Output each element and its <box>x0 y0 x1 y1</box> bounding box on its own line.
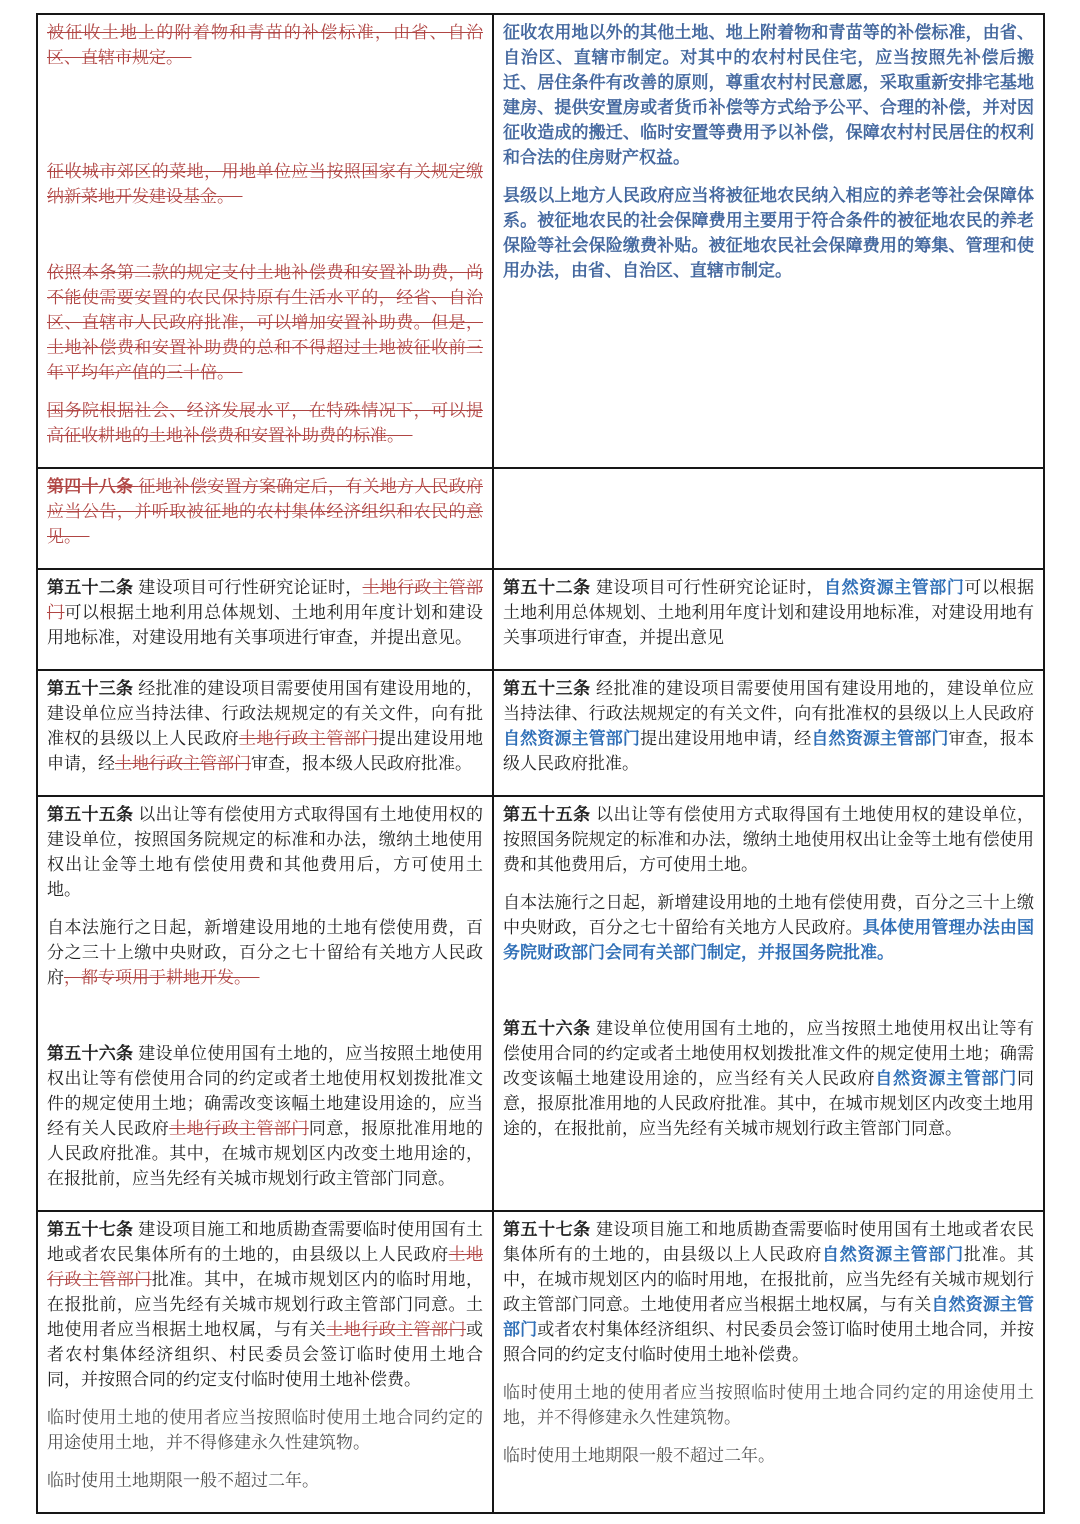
paragraph <box>503 20 1034 170</box>
paragraph <box>503 802 1034 877</box>
paragraph <box>47 20 483 70</box>
deleted-text: 土地行政主管部门 <box>47 1245 484 1289</box>
text-segment: 建设项目施工和地质勘查需要临时使用国有土地或者农民集体所有的土地的，由县级以上人民政府 <box>47 1220 483 1264</box>
paragraph <box>47 1003 483 1028</box>
deleted-text: 土地行政主管部门 <box>115 754 251 773</box>
deleted-text: 依照本条第二款的规定支付土地补偿费和安置补助费，尚不能使需要安置的农民保持原有生活水平的，经省、自治区、直辖市人民政府批准，可以增加安置补助费。但是，土地补偿费和安置补助费的总和不得超过土地被征收前三年平均年产值的三十倍。 <box>47 263 483 382</box>
added-term: 自然资源主管部门 <box>503 729 641 748</box>
paragraph <box>47 676 483 776</box>
text-segment: 自本法施行之日起，新增建设用地的土地有偿使用费，百分之三十上缴中央财政，百分之七十留给有关地方人民政府。 <box>503 893 1034 937</box>
paragraph <box>503 1217 1034 1367</box>
paragraph <box>47 83 483 108</box>
deleted-article-number: 第四十八条 <box>47 477 139 496</box>
paragraph <box>47 1405 483 1455</box>
added-term: 具体使用管理办法由国务院财政部门会同有关部门制定，并报国务院批准。 <box>503 918 1035 962</box>
article-number: 第五十六条 <box>503 1019 596 1038</box>
article-number: 第五十七条 <box>503 1220 596 1239</box>
old-law-cell <box>37 1211 493 1513</box>
text-segment: 建设项目可行性研究论证时， <box>138 578 363 597</box>
new-law-cell <box>493 14 1044 468</box>
text-segment: 审查，报本级人民政府批准。 <box>251 754 472 773</box>
paragraph <box>503 1443 1034 1468</box>
text-segment: 建设单位使用国有土地的，应当按照土地使用权出让等有偿使用合同的约定或者土地使用权划拨批准文件的规定使用土地；确需改变该幅土地建设用途的，应当经有关人民政府 <box>503 1019 1034 1088</box>
article-number: 第五十三条 <box>47 679 139 698</box>
article-number: 第五十五条 <box>47 805 139 824</box>
paragraph <box>503 575 1034 650</box>
law-comparison-table <box>36 13 1045 1514</box>
text-segment: 或者农村集体经济组织、村民委员会签订临时使用土地合同，并按照合同的约定支付临时使用土地补偿费。 <box>503 1320 1035 1364</box>
new-law-cell <box>493 1211 1044 1513</box>
paragraph <box>503 978 1034 1003</box>
article-number: 第五十三条 <box>503 679 596 698</box>
new-law-cell <box>493 670 1044 796</box>
text-segment: 或者农村集体经济组织、村民委员会签订临时使用土地合同，并按照合同的约定支付临时使用土地补偿费。 <box>47 1320 484 1389</box>
text-segment: 经批准的建设项目需要使用国有建设用地的，建设单位应当持法律、行政法规规定的有关文件，向有批准权的县级以上人民政府 <box>47 679 483 748</box>
paragraph <box>47 474 483 549</box>
old-law-cell <box>37 569 493 670</box>
old-law-cell <box>37 670 493 796</box>
deleted-text: 征收城市郊区的菜地，用地单位应当按照国家有关规定缴纳新菜地开发建设基金。 <box>47 162 483 206</box>
paragraph <box>503 1380 1034 1430</box>
text-segment: 批准。其中，在城市规划区内的临时用地，在报批前，应当先经有关城市规划行政主管部门同意。土地使用者应当根据土地权属，与有关 <box>503 1245 1035 1314</box>
added-term: 自然资源主管部门 <box>824 578 965 597</box>
text-segment: 批准。其中，在城市规划区内的临时用地，在报批前，应当先经有关城市规划行政主管部门同意。土地使用者应当根据土地权属，与有关 <box>47 1270 483 1339</box>
unchanged-secondary-text: 临时使用土地期限一般不超过二年。 <box>503 1446 775 1465</box>
text-segment: 建设项目施工和地质勘查需要临时使用国有土地或者农民集体所有的土地的，由县级以上人民政府 <box>503 1220 1034 1264</box>
old-law-cell <box>37 14 493 468</box>
paragraph <box>47 1041 483 1191</box>
old-law-cell <box>37 796 493 1211</box>
text-segment: 可以根据土地利用总体规划、土地利用年度计划和建设用地标准，对建设用地有关事项进行审查，并提出意见。 <box>47 603 484 647</box>
article-number: 第五十七条 <box>47 1220 139 1239</box>
paragraph <box>47 260 483 385</box>
paragraph <box>47 222 483 247</box>
paragraph <box>47 159 483 209</box>
text-segment: 同意，报原批准用地的人民政府批准。其中，在城市规划区内改变土地用途的，在报批前，应当先经有关城市规划行政主管部门同意。 <box>47 1119 484 1188</box>
text-segment: 提出建设用地申请，经 <box>640 729 812 748</box>
table-row <box>37 14 1044 468</box>
paragraph <box>47 121 483 146</box>
text-segment: 审查，报本级人民政府批准。 <box>503 729 1035 773</box>
old-law-cell <box>37 468 493 569</box>
text-segment: 提出建设用地申请，经 <box>47 729 484 773</box>
paragraph <box>503 676 1034 776</box>
new-law-cell <box>493 468 1044 569</box>
deleted-text: ，都专项用于耕地开发。 <box>64 968 260 987</box>
added-term: 自然资源主管部门 <box>875 1069 1018 1088</box>
unchanged-secondary-text: 临时使用土地期限一般不超过二年。 <box>47 1471 319 1490</box>
deleted-text: 土地行政主管部门 <box>169 1119 309 1138</box>
deleted-text: 土地行政主管部门 <box>47 578 484 622</box>
deleted-text: 被征收土地上的附着物和青苗的补偿标准，由省、自治区、直辖市规定。 <box>47 23 483 67</box>
article-number: 第五十五条 <box>503 805 596 824</box>
text-segment: 可以根据土地利用总体规划、土地利用年度计划和建设用地标准，对建设用地有关事项进行审查，并提出意见 <box>503 578 1035 647</box>
table-row <box>37 670 1044 796</box>
article-number: 第五十二条 <box>503 578 596 597</box>
unchanged-secondary-text: 临时使用土地的使用者应当按照临时使用土地合同约定的用途使用土地，并不得修建永久性建筑物。 <box>503 1383 1034 1427</box>
table-row <box>37 1211 1044 1513</box>
text-segment: 以出让等有偿使用方式取得国有土地使用权的建设单位，按照国务院规定的标准和办法，缴纳土地使用权出让金等土地有偿使用费和其他费用后，方可使用土地。 <box>47 805 483 899</box>
paragraph <box>47 1217 483 1392</box>
added-term: 自然资源主管部门 <box>811 729 949 748</box>
paragraph <box>503 890 1034 965</box>
new-law-cell <box>493 569 1044 670</box>
deleted-text: 土地行政主管部门 <box>326 1320 467 1339</box>
text-segment: 自本法施行之日起，新增建设用地的土地有偿使用费，百分之三十上缴中央财政，百分之七十留给有关地方人民政府 <box>47 918 483 987</box>
added-term: 自然资源主管部门 <box>503 1295 1035 1339</box>
article-number: 第五十六条 <box>47 1044 139 1063</box>
paragraph <box>47 1468 483 1493</box>
new-provision-text: 征收农用地以外的其他土地、地上附着物和青苗等的补偿标准，由省、自治区、直辖市制定。对其中的农村村民住宅，应当按照先补偿后搬迁、居住条件有改善的原则，尊重农村村民意愿，采取重新安排宅基地建房、提供安置房或者货币补偿等方式给予公平、合理的补偿，并对因征收造成的搬迁、临时安置等费用予以补偿，保障农村村民居住的权利和合法的住房财产权益。 <box>503 23 1034 167</box>
article-number: 第五十二条 <box>47 578 139 597</box>
new-law-cell <box>493 796 1044 1211</box>
table-row <box>37 468 1044 569</box>
new-provision-text: 县级以上地方人民政府应当将被征地农民纳入相应的养老等社会保障体系。被征地农民的社会保障费用主要用于符合条件的被征地农民的养老保险等社会保险缴费补贴。被征地农民社会保障费用的筹集、管理和使用办法，由省、自治区、直辖市制定。 <box>503 186 1034 280</box>
text-segment: 以出让等有偿使用方式取得国有土地使用权的建设单位，按照国务院规定的标准和办法，缴纳土地使用权出让金等土地有偿使用费和其他费用后，方可使用土地。 <box>503 805 1034 874</box>
text-segment: 经批准的建设项目需要使用国有建设用地的，建设单位应当持法律、行政法规规定的有关文件，向有批准权的县级以上人民政府 <box>503 679 1034 723</box>
deleted-text: 征地补偿安置方案确定后，有关地方人民政府应当公告，并听取被征地的农村集体经济组织和农民的意见。 <box>47 477 483 546</box>
table-row <box>37 796 1044 1211</box>
added-term: 自然资源主管部门 <box>822 1245 964 1264</box>
paragraph <box>47 915 483 990</box>
paragraph <box>503 183 1034 283</box>
text-segment: 建设项目可行性研究论证时， <box>595 578 825 597</box>
text-segment: 建设单位使用国有土地的，应当按照土地使用权出让等有偿使用合同的约定或者土地使用权划拨批准文件的规定使用土地；确需改变该幅土地建设用途的，应当经有关人民政府 <box>47 1044 483 1138</box>
paragraph <box>47 398 483 448</box>
paragraph <box>47 575 483 650</box>
deleted-text: 国务院根据社会、经济发展水平，在特殊情况下，可以提高征收耕地的土地补偿费和安置补助费的标准。 <box>47 401 483 445</box>
deleted-text: 土地行政主管部门 <box>239 729 379 748</box>
unchanged-secondary-text: 临时使用土地的使用者应当按照临时使用土地合同约定的用途使用土地，并不得修建永久性建筑物。 <box>47 1408 483 1452</box>
paragraph <box>503 1016 1034 1141</box>
comparison-table-body <box>37 14 1044 1513</box>
paragraph <box>47 802 483 902</box>
table-row <box>37 569 1044 670</box>
text-segment: 同意，报原批准用地的人民政府批准。其中，在城市规划区内改变土地用途的，在报批前，应当先经有关城市规划行政主管部门同意。 <box>503 1069 1035 1138</box>
